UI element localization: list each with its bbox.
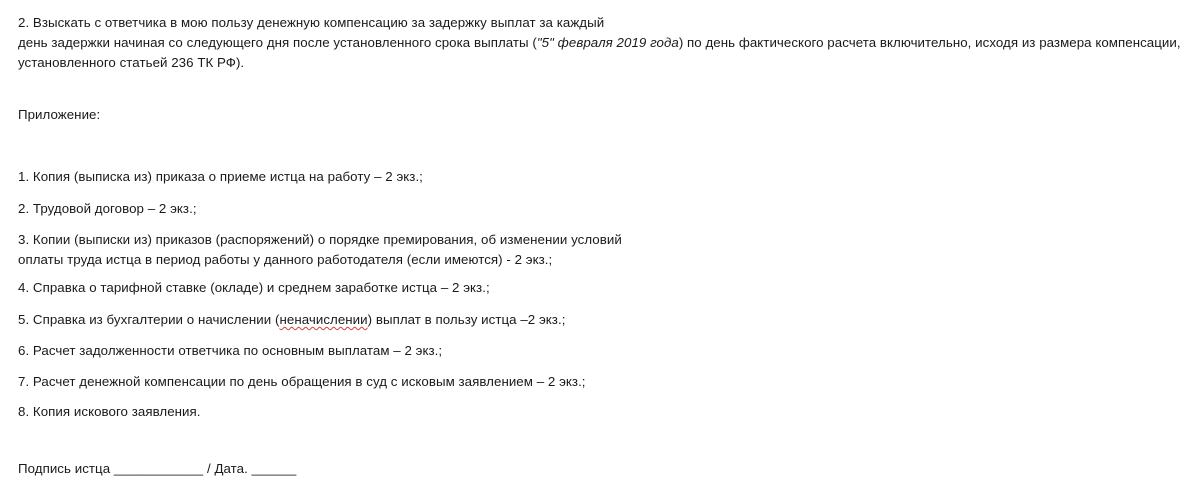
appendix-title: Приложение: [18,107,101,122]
claim-paragraph-2 [18,13,1181,73]
claim-line-2 [18,33,1181,53]
appendix-item-8: 8. Копия искового заявления. [18,404,201,419]
claim-line-2-start: день задержки начиная со следующего дня после установленного срока выплаты ( [18,35,537,50]
spellcheck-flagged-word: неначислении [279,312,368,327]
appendix-item-3-line-1: 3. Копии (выписки из) приказов (распоряжений) о порядке премирования, об изменении условий [18,232,622,247]
signature-line: Подпись истца ____________ / Дата. ______ [18,461,297,476]
appendix-item-5-end: ) выплат в пользу истца –2 экз.; [367,312,566,327]
claim-line-1: 2. Взыскать с ответчика в мою пользу денежную компенсацию за задержку выплат за каждый [18,15,605,30]
claim-line-2-end: ) по день фактического расчета включительно, исходя из размера компенсации, [678,35,1181,50]
appendix-item-5-start: 5. Справка из бухгалтерии о начислении ( [18,312,280,327]
appendix-item-4: 4. Справка о тарифной ставке (окладе) и среднем заработке истца – 2 экз.; [18,280,490,295]
claim-line-3: установленного статьей 236 ТК РФ). [18,55,245,70]
claim-date: "5" февраля 2019 года [536,35,679,50]
appendix-item-7: 7. Расчет денежной компенсации по день обращения в суд с исковым заявлением – 2 экз.; [18,374,586,389]
appendix-item-6: 6. Расчет задолженности ответчика по основным выплатам – 2 экз.; [18,343,443,358]
appendix-item-3-line-2: оплаты труда истца в период работы у данного работодателя (если имеются) - 2 экз.; [18,252,553,267]
appendix-item-5 [18,310,565,330]
appendix-item-3 [18,230,622,270]
appendix-item-2: 2. Трудовой договор – 2 экз.; [18,201,197,216]
appendix-item-1: 1. Копия (выписка из) приказа о приеме истца на работу – 2 экз.; [18,169,423,184]
